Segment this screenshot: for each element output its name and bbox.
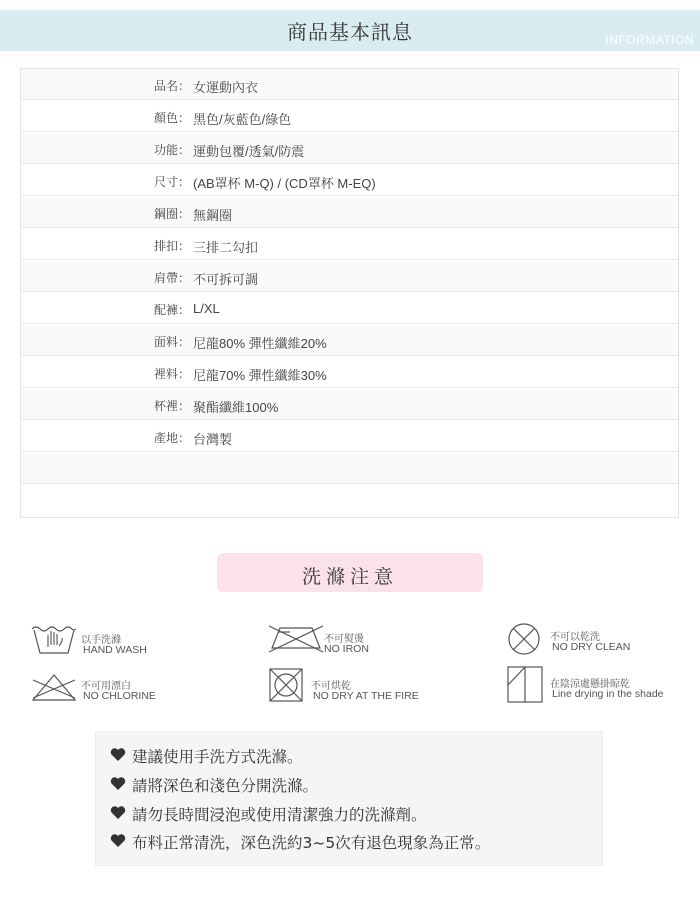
symbol-label-zh: 不可熨燙 bbox=[324, 634, 364, 645]
info-value: 黑色/灰藍色/綠色 bbox=[193, 112, 292, 127]
symbol-label-zh: 在陰涼處懸掛晾乾 bbox=[550, 679, 630, 690]
care-notes-box bbox=[95, 731, 603, 866]
symbol-label-zh: 不可以乾洗 bbox=[550, 632, 600, 643]
no-dry-clean-icon bbox=[507, 622, 543, 656]
info-label: 功能： bbox=[154, 143, 191, 157]
info-row-empty bbox=[21, 453, 678, 484]
care-note-text: 建議使用手洗方式洗滌。 bbox=[132, 748, 303, 766]
info-value: 聚酯纖維100% bbox=[193, 400, 279, 415]
info-row bbox=[21, 165, 678, 196]
info-row bbox=[21, 197, 678, 228]
symbol-label-en: NO CHLORINE bbox=[83, 690, 156, 702]
info-value: 不可拆可調 bbox=[193, 272, 259, 287]
info-row bbox=[21, 101, 678, 132]
info-value: (AB罩杯 M-Q) / (CD罩杯 M-EQ) bbox=[193, 176, 376, 191]
info-label: 顏色： bbox=[154, 111, 191, 125]
info-row bbox=[21, 357, 678, 388]
info-row bbox=[21, 389, 678, 420]
symbol-label-zh: 以手洗滌 bbox=[81, 635, 121, 646]
no-iron-icon bbox=[268, 624, 324, 654]
symbol-label-zh: 不可用漂白 bbox=[81, 681, 131, 692]
info-value: L/XL bbox=[193, 301, 220, 316]
no-chlorine-icon bbox=[30, 672, 78, 702]
info-label: 肩帶： bbox=[154, 271, 191, 285]
page-title: 商品基本訊息 bbox=[287, 20, 413, 44]
care-note bbox=[132, 831, 490, 853]
care-note-text: 請將深色和淺色分開洗滌。 bbox=[132, 777, 319, 795]
info-value: 尼龍70% 彈性纖維30% bbox=[193, 368, 327, 383]
info-label: 排扣： bbox=[154, 239, 191, 253]
care-note bbox=[132, 803, 427, 825]
info-label: 杯裡： bbox=[154, 399, 191, 413]
info-row bbox=[21, 261, 678, 292]
care-symbol-no-chlorine bbox=[30, 672, 190, 708]
info-value: 台灣製 bbox=[193, 432, 233, 447]
info-row-empty bbox=[21, 485, 678, 517]
care-symbol-hand-wash bbox=[30, 621, 190, 661]
info-value: 無鋼圈 bbox=[193, 208, 233, 223]
product-info-table bbox=[20, 68, 679, 518]
info-value: 女運動內衣 bbox=[193, 80, 259, 95]
info-row bbox=[21, 133, 678, 164]
info-row bbox=[21, 69, 678, 100]
symbol-label-en: HAND WASH bbox=[83, 644, 147, 656]
page-subtitle: INFORMATION bbox=[605, 33, 694, 47]
care-note bbox=[132, 745, 303, 767]
heart-icon bbox=[110, 776, 126, 791]
care-note-text: 請勿長時間浸泡或使用清潔強力的洗滌劑。 bbox=[132, 806, 427, 824]
info-row bbox=[21, 325, 678, 356]
heart-icon bbox=[110, 805, 126, 820]
symbol-label-en: NO DRY AT THE FIRE bbox=[313, 690, 419, 702]
info-row bbox=[21, 421, 678, 452]
symbol-label-zh: 不可烘乾 bbox=[311, 681, 351, 692]
info-row bbox=[21, 293, 678, 324]
heart-icon bbox=[110, 833, 126, 848]
no-tumble-dry-icon bbox=[268, 667, 304, 703]
info-value: 三排二勾扣 bbox=[193, 240, 259, 255]
symbol-label-en: Line drying in the shade bbox=[552, 688, 664, 700]
info-value: 尼龍80% 彈性纖維20% bbox=[193, 336, 327, 351]
info-label: 裡料： bbox=[154, 367, 191, 381]
heart-icon bbox=[110, 747, 126, 762]
info-label: 尺寸： bbox=[154, 175, 191, 189]
info-label: 面料： bbox=[154, 335, 191, 349]
wash-title: 洗滌注意 bbox=[301, 566, 398, 588]
info-row bbox=[21, 229, 678, 260]
care-symbol-no-dry-clean bbox=[507, 622, 667, 658]
care-note-text: 布料正常清洗，深色洗約3~5次有退色現象為正常。 bbox=[132, 834, 491, 852]
info-label: 產地： bbox=[154, 431, 191, 445]
care-symbol-no-tumble-dry bbox=[268, 667, 428, 705]
symbol-label-en: NO DRY CLEAN bbox=[552, 641, 631, 653]
info-label: 配褲： bbox=[154, 303, 191, 317]
info-value: 運動包覆/透氣/防震 bbox=[193, 144, 305, 159]
wash-title-band bbox=[217, 553, 483, 592]
info-label: 品名： bbox=[154, 79, 191, 93]
symbol-label-en: NO IRON bbox=[324, 643, 369, 655]
care-note bbox=[132, 774, 318, 796]
line-dry-shade-icon bbox=[507, 666, 543, 704]
hand-wash-icon bbox=[30, 621, 78, 657]
care-symbol-line-dry-shade bbox=[507, 666, 697, 704]
care-symbol-no-iron bbox=[268, 624, 428, 660]
info-label: 鋼圈： bbox=[154, 207, 191, 221]
